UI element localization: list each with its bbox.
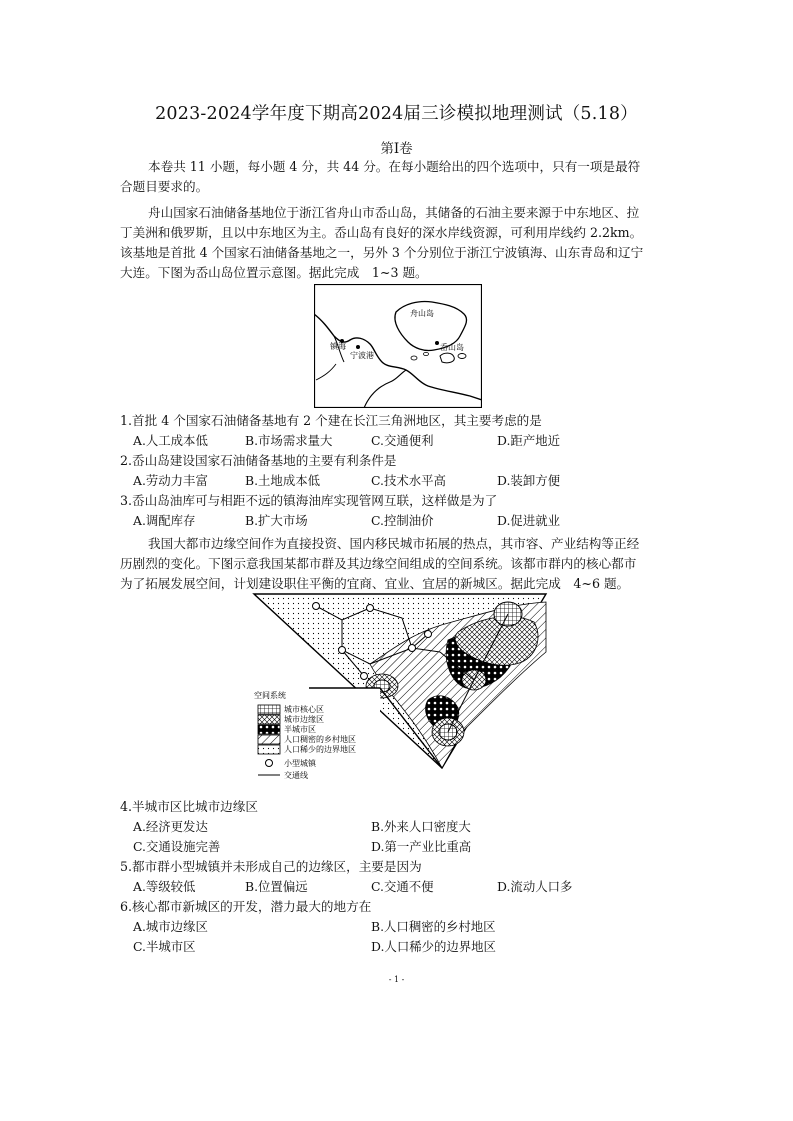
- legend-label-transport: 交通线: [284, 771, 308, 780]
- q5-option-d[interactable]: D.流动人口多: [497, 879, 573, 894]
- small-town-marker: [367, 605, 374, 612]
- page-title: 2023-2024学年度下期高2024届三诊模拟地理测试（5.18）: [155, 104, 638, 124]
- aoshan-marker: [435, 341, 439, 345]
- passage1-line-3: 该基地是首批 4 个国家石油储备基地之一，另外 3 个分别位于浙江宁波镇海、山东青岛和辽宁: [120, 245, 644, 260]
- q4-option-b[interactable]: B.外来人口密度大: [371, 819, 471, 834]
- q2-option-d[interactable]: D.装卸方便: [497, 473, 560, 488]
- aoshan-location-map: [314, 284, 482, 408]
- q6-stem: 6.核心都市新城区的开发，潜力最大的地方在: [120, 899, 372, 914]
- legend-label-sparse-border: 人口稀少的边界地区: [284, 745, 356, 754]
- q1-option-a[interactable]: A.人工成本低: [133, 433, 208, 448]
- legend-label-core: 城市核心区: [284, 705, 324, 714]
- q3-stem: 3.岙山岛油库可与相距不远的镇海油库实现管网互联，这样做是为了: [120, 493, 498, 508]
- q2-stem: 2.岙山岛建设国家石油储备基地的主要有利条件是: [120, 453, 397, 468]
- section-heading: 第Ⅰ卷: [380, 141, 413, 157]
- q4-stem: 4.半城市区比城市边缘区: [120, 799, 258, 814]
- q2-option-b[interactable]: B.土地成本低: [245, 473, 320, 488]
- instructions-line-1: 本卷共 11 小题，每小题 4 分，共 44 分。在每小题给出的四个选项中，只有一项是最符: [148, 159, 641, 174]
- passage2-line-1: 我国大都市边缘空间作为直接投资、国内移民城市拓展的热点，其市容、产业结构等正经: [148, 536, 640, 551]
- passage1-line-4: 大连。下图为岙山岛位置示意图。据此完成 1~3 题。: [120, 265, 428, 280]
- q1-stem: 1.首批 4 个国家石油储备基地有 2 个建在长江三角洲地区，其主要考虑的是: [120, 413, 542, 428]
- small-town-marker: [313, 603, 320, 610]
- page-number: - 1 -: [388, 975, 405, 984]
- q6-option-d[interactable]: D.人口稀少的边界地区: [371, 939, 496, 954]
- legend-label-dense-rural: 人口稠密的乡村地区: [284, 735, 356, 744]
- passage2-line-3: 为了拓展发展空间，计划建设职住平衡的宜商、宜业、宜居的新城区。据此完成 4~6 题。: [120, 576, 630, 591]
- q3-option-b[interactable]: B.扩大市场: [245, 513, 308, 528]
- q1-option-c[interactable]: C.交通便利: [371, 433, 434, 448]
- q5-option-b[interactable]: B.位置偏远: [245, 879, 308, 894]
- q6-option-b[interactable]: B.人口稠密的乡村地区: [371, 919, 496, 934]
- q2-option-c[interactable]: C.技术水平高: [371, 473, 446, 488]
- small-town-marker: [425, 631, 432, 638]
- ningbo-marker: [356, 345, 360, 349]
- legend-label-fringe: 城市边缘区: [284, 715, 324, 724]
- legend-label-semi-urban: 半城市区: [284, 725, 316, 734]
- q5-option-a[interactable]: A.等级较低: [133, 879, 196, 894]
- q1-option-b[interactable]: B.市场需求量大: [245, 433, 333, 448]
- map-label-ningbo: 宁波港: [350, 351, 374, 360]
- spatial-system-diagram: [252, 592, 548, 796]
- q2-option-a[interactable]: A.劳动力丰富: [133, 473, 208, 488]
- instructions-line-2: 合题目要求的。: [120, 179, 209, 194]
- q5-stem: 5.都市群小型城镇并未形成自己的边缘区，主要是因为: [120, 859, 422, 874]
- map-label-zhoushan: 舟山岛: [410, 309, 434, 318]
- map-label-zhenhai: 镇海: [330, 342, 346, 351]
- small-town-marker: [409, 645, 416, 652]
- q5-option-c[interactable]: C.交通不便: [371, 879, 434, 894]
- q6-option-a[interactable]: A.城市边缘区: [133, 919, 208, 934]
- q3-option-c[interactable]: C.控制油价: [371, 513, 434, 528]
- q3-option-a[interactable]: A.调配库存: [133, 513, 196, 528]
- passage1-line-2: 丁美洲和俄罗斯，且以中东地区为主。岙山岛有良好的深水岸线资源，可利用岸线约 2.2km。: [120, 225, 643, 240]
- q3-option-d[interactable]: D.促进就业: [497, 513, 560, 528]
- legend-label-small-town: 小型城镇: [284, 759, 316, 768]
- passage1-line-1: 舟山国家石油储备基地位于浙江省舟山市岙山岛，其储备的石油主要来源于中东地区、拉: [148, 205, 640, 220]
- small-town-marker: [361, 673, 368, 680]
- q4-option-c[interactable]: C.交通设施完善: [133, 839, 221, 854]
- small-town-marker: [339, 647, 346, 654]
- q4-option-a[interactable]: A.经济更发达: [133, 819, 208, 834]
- passage2-line-2: 历剧烈的变化。下图示意我国某都市群及其边缘空间组成的空间系统。该都市群内的核心都市: [120, 556, 637, 571]
- q1-option-d[interactable]: D.距产地近: [497, 433, 560, 448]
- map-label-aoshan: 岙山岛: [440, 343, 464, 352]
- legend-title: 空间系统: [254, 691, 286, 700]
- q4-option-d[interactable]: D.第一产业比重高: [371, 839, 472, 854]
- q6-option-c[interactable]: C.半城市区: [133, 939, 196, 954]
